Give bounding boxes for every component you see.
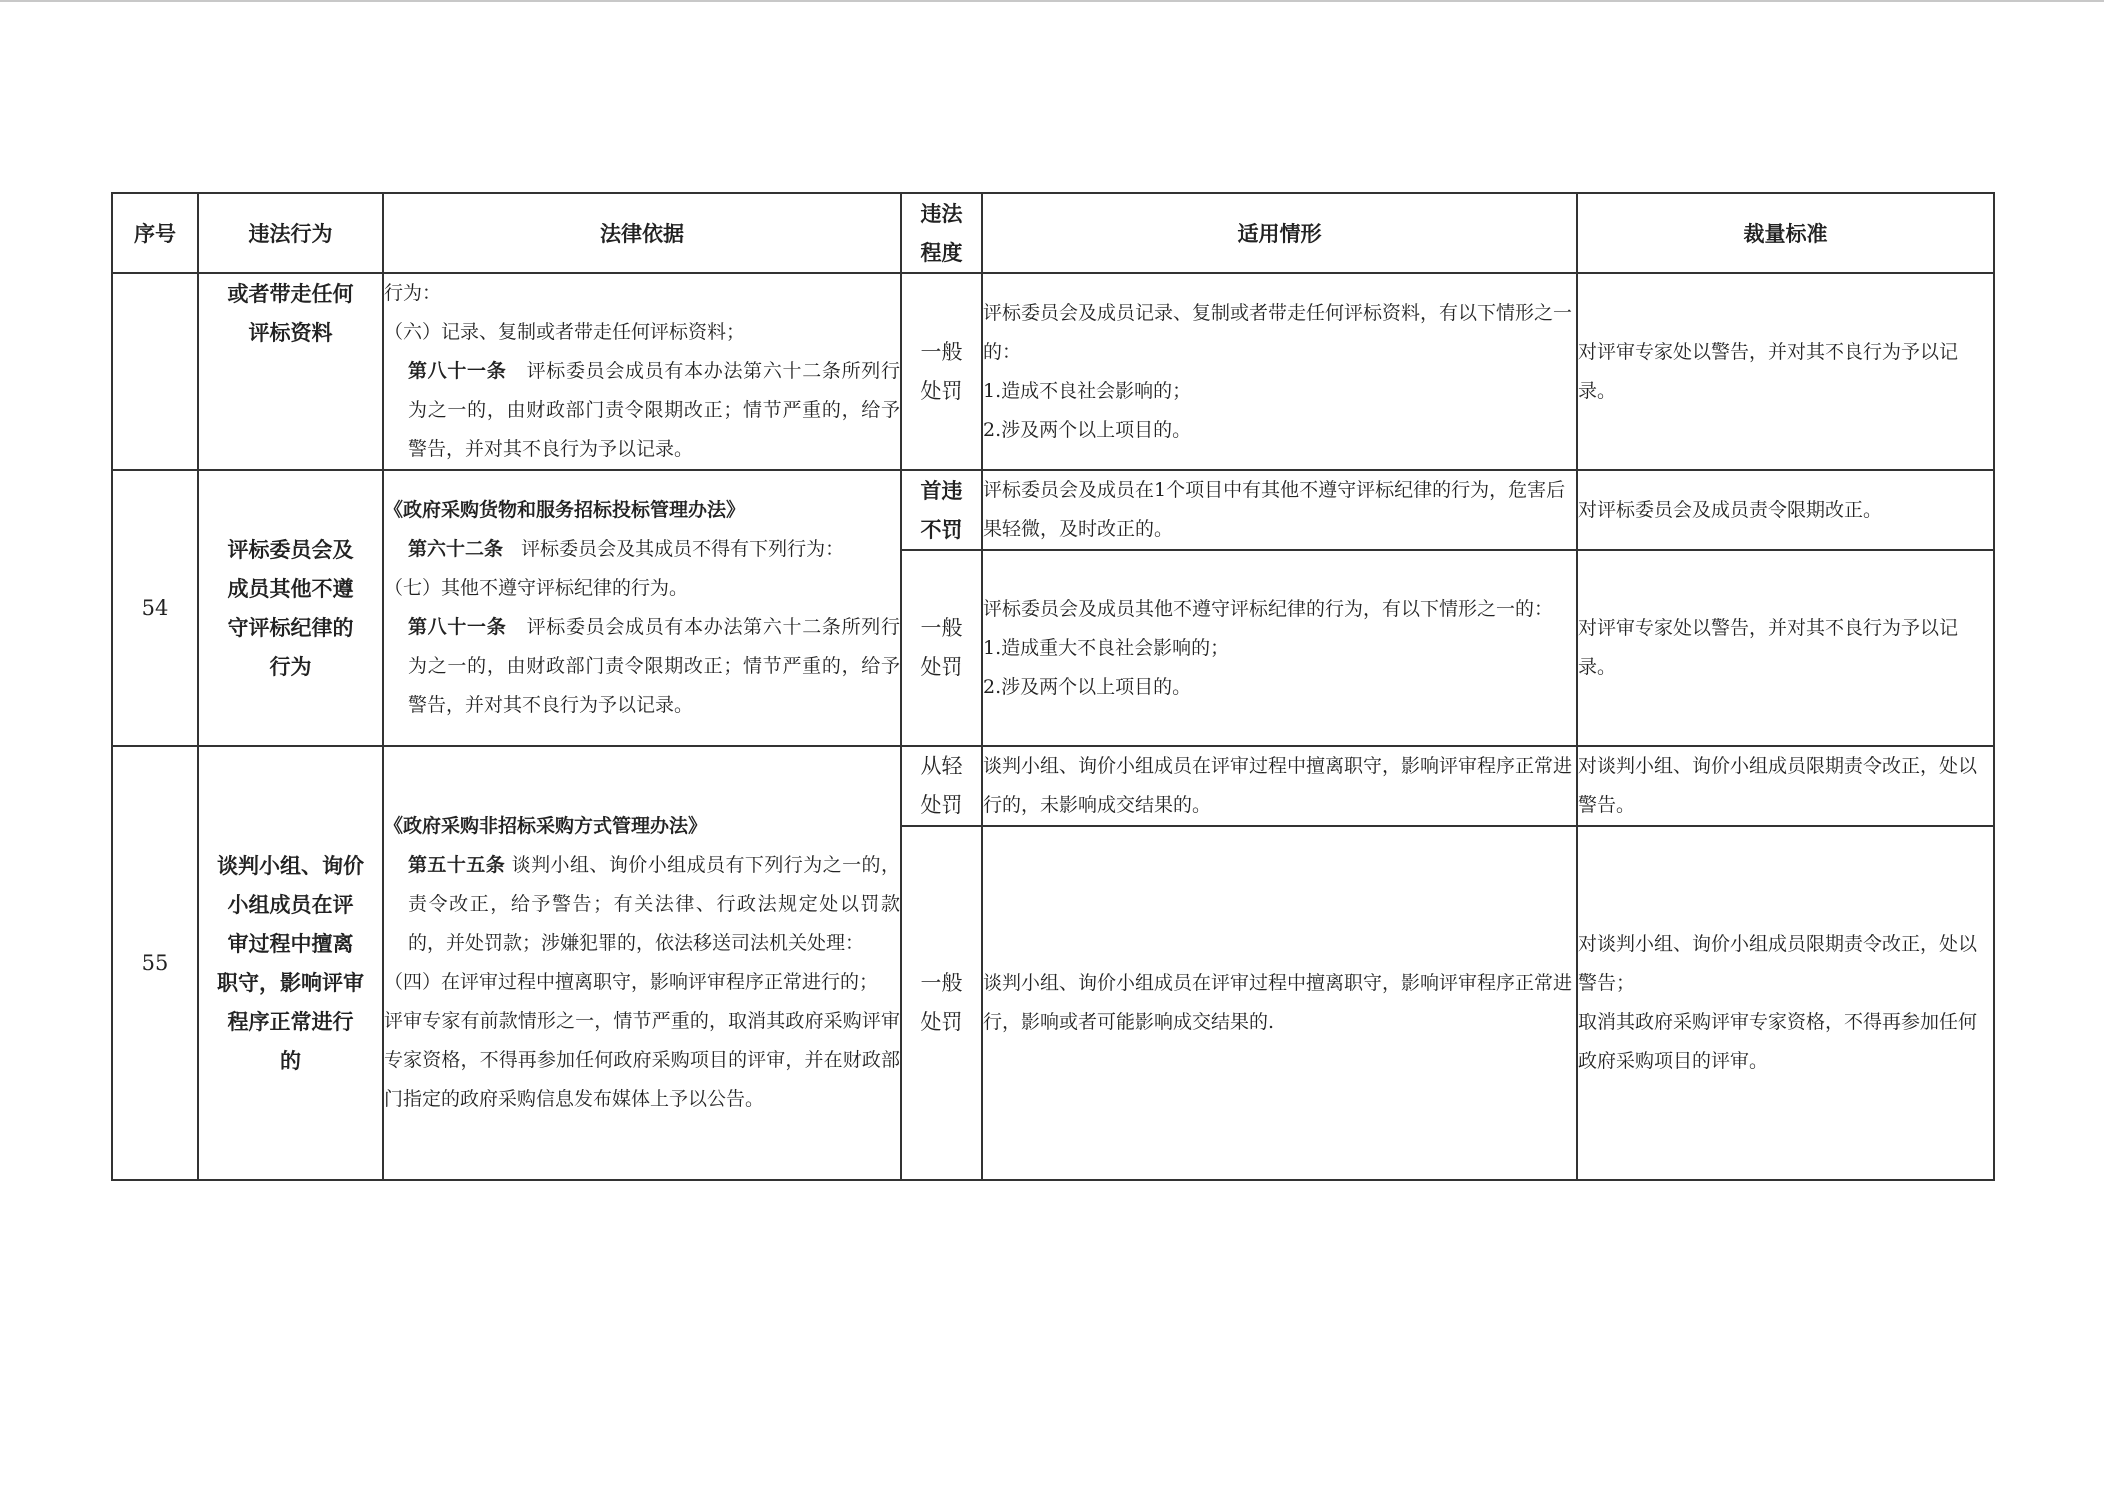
applicable-situation: 谈判小组、询价小组成员在评审过程中擅离职守，影响评审程序正常进行，影响或者可能影响成交结果的.: [982, 826, 1577, 1180]
discretion-standard: 对谈判小组、询价小组成员限期责令改正，处以警告； 取消其政府采购评审专家资格，不得再参加任何政府采购项目的评审。: [1577, 826, 1994, 1180]
applicable-situation: 评标委员会及成员在1个项目中有其他不遵守评标纪律的行为，危害后果轻微，及时改正的。: [982, 470, 1577, 550]
header-situation: 适用情形: [982, 193, 1577, 273]
table-row: [112, 746, 1994, 826]
discretion-standard: 对谈判小组、询价小组成员限期责令改正，处以警告。: [1577, 746, 1994, 826]
header-standard: 裁量标准: [1577, 193, 1994, 273]
row-number: 55: [112, 746, 198, 1180]
applicable-situation: 评标委员会及成员其他不遵守评标纪律的行为，有以下情形之一的： 1.造成重大不良社会影响的； 2.涉及两个以上项目的。: [982, 550, 1577, 746]
header-law: 法律依据: [383, 193, 901, 273]
article-number: 第五十五条: [408, 854, 506, 876]
discretion-standard: 对评审专家处以警告，并对其不良行为予以记录。: [1577, 550, 1994, 746]
legal-basis: 行为： （六）记录、复制或者带走任何评标资料； 第八十一条 评标委员会成员有本办法第六十二条所列行为之一的，由财政部门责令限期改正；情节严重的，给予警告，并对其不良行为予以记录。: [383, 273, 901, 470]
penalty-standard-table: [111, 192, 1995, 1181]
violation-degree: 一般 处罚: [901, 826, 982, 1180]
row-number: [112, 273, 198, 470]
header-degree: 违法 程度: [901, 193, 982, 273]
discretion-standard: 对评标委员会及成员责令限期改正。: [1577, 470, 1994, 550]
law-title: 《政府采购非招标采购方式管理办法》: [384, 815, 708, 837]
violation-degree: 一般 处罚: [901, 550, 982, 746]
violation-act: 谈判小组、询价 小组成员在评 审过程中擅离 职守，影响评审 程序正常进行 的: [198, 746, 383, 1180]
page-top-border: [0, 0, 2104, 2]
violation-degree: 从轻 处罚: [901, 746, 982, 826]
legal-basis: 《政府采购非招标采购方式管理办法》 第五十五条 谈判小组、询价小组成员有下列行为之一的，责令改正，给予警告；有关法律、行政法规定处以罚款的，并处罚款；涉嫌犯罪的，依法移送司法机关处理： （四）在评审过程中擅离职守，影响评审程序正常进行的； 评审专家有前款情形之一，情节严重的，取消其政府采购评审专家资格，不得再参加任何政府采购项目的评审，并在财政部门指定的政府采购信息发布媒体上予以公告。: [383, 746, 901, 1180]
article-number: 第八十一条: [408, 616, 507, 638]
discretion-standard: 对评审专家处以警告，并对其不良行为予以记录。: [1577, 273, 1994, 470]
table-row: [112, 273, 1994, 470]
row-number: 54: [112, 470, 198, 746]
header-act: 违法行为: [198, 193, 383, 273]
law-title: 《政府采购货物和服务招标投标管理办法》: [384, 499, 746, 521]
header-row: [112, 193, 1994, 273]
legal-basis: 《政府采购货物和服务招标投标管理办法》 第六十二条 评标委员会及其成员不得有下列行为： （七）其他不遵守评标纪律的行为。 第八十一条 评标委员会成员有本办法第六十二条所列行为之一的，由财政部门责令限期改正；情节严重的，给予警告，并对其不良行为予以记录。: [383, 470, 901, 746]
violation-act: 或者带走任何 评标资料: [198, 273, 383, 470]
article-number: 第八十一条: [408, 360, 507, 382]
article-number: 第六十二条: [408, 538, 504, 560]
applicable-situation: 评标委员会及成员记录、复制或者带走任何评标资料，有以下情形之一的： 1.造成不良社会影响的； 2.涉及两个以上项目的。: [982, 273, 1577, 470]
table-row: [112, 470, 1994, 550]
violation-degree: 一般 处罚: [901, 273, 982, 470]
applicable-situation: 谈判小组、询价小组成员在评审过程中擅离职守，影响评审程序正常进行的，未影响成交结果的。: [982, 746, 1577, 826]
violation-act: 评标委员会及 成员其他不遵 守评标纪律的 行为: [198, 470, 383, 746]
violation-degree: 首违 不罚: [901, 470, 982, 550]
header-no: 序号: [112, 193, 198, 273]
